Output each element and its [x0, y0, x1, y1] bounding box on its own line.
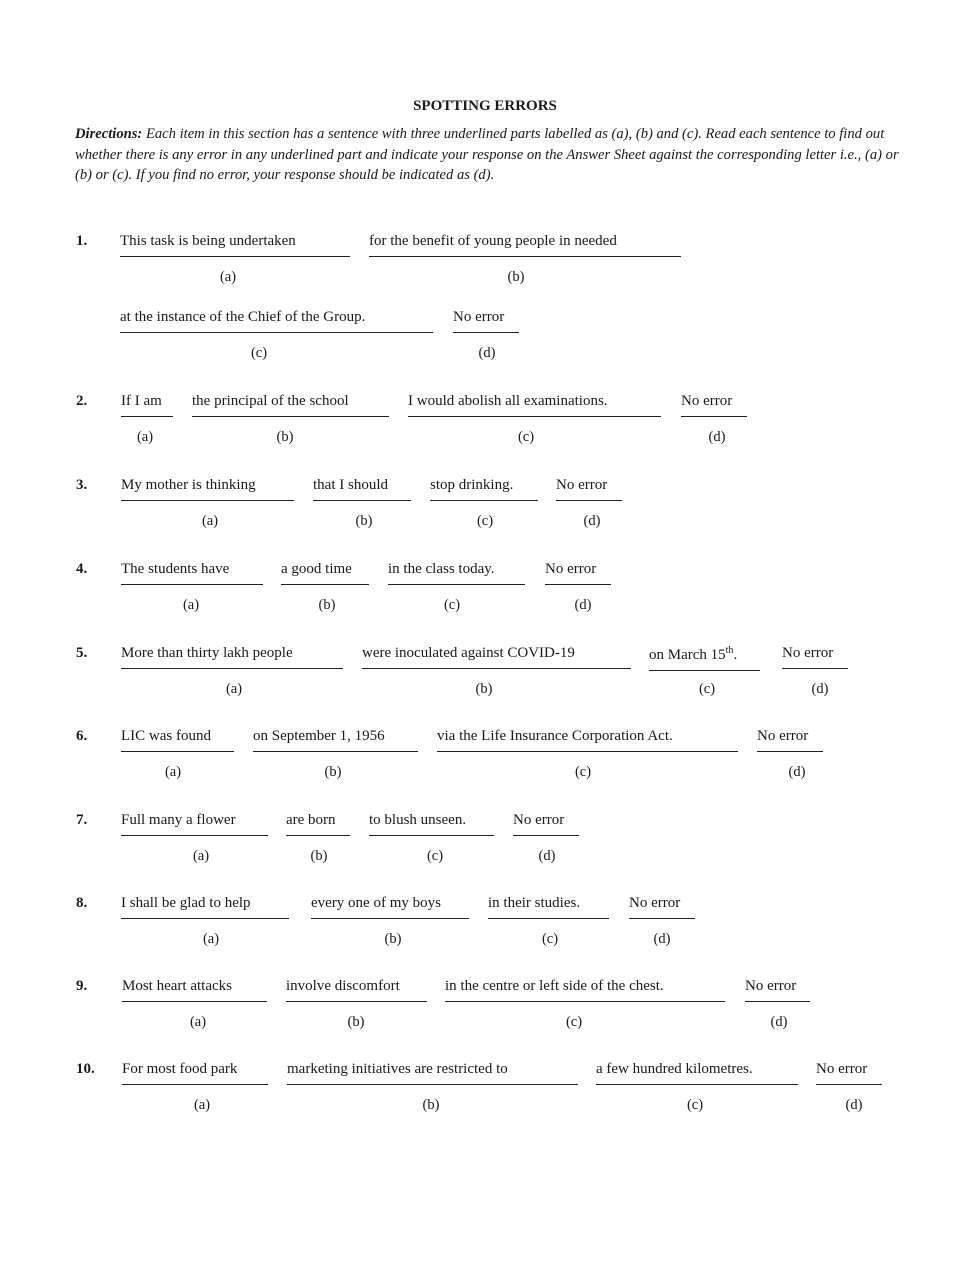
underlined-part-a [121, 561, 263, 585]
underlined-part-b [287, 1061, 578, 1085]
underlined-part-c [430, 477, 538, 501]
underlined-part-b [281, 561, 369, 585]
underlined-part-c [445, 978, 725, 1002]
underlined-part-d [453, 309, 519, 333]
question-number: 8. [76, 895, 88, 911]
part-label-a: (a) [193, 1097, 211, 1113]
underlined-part-a [120, 233, 350, 257]
part-label-c: (c) [541, 931, 559, 947]
part-text: via the Life Insurance Corporation Act. [437, 728, 673, 744]
underlined-part-a [121, 728, 234, 752]
underlined-part-b [362, 645, 631, 669]
part-text: No error [545, 561, 597, 577]
underlined-part-b [313, 477, 411, 501]
underlined-part-c [408, 393, 661, 417]
part-text: in the class today. [388, 561, 495, 577]
part-text: that I should [313, 477, 388, 493]
part-label-d: (d) [708, 429, 726, 445]
part-label-c: (c) [686, 1097, 704, 1113]
underlined-part-b [369, 233, 681, 257]
part-text: No error [629, 895, 681, 911]
part-text: at the instance of the Chief of the Group. [120, 309, 366, 325]
question-number: 6. [76, 728, 88, 744]
question-number: 7. [76, 812, 88, 828]
underlined-part-b [286, 812, 350, 836]
part-label-a: (a) [225, 681, 243, 697]
part-label-b: (b) [355, 513, 373, 529]
part-text: No error [782, 645, 834, 661]
part-label-a: (a) [202, 931, 220, 947]
part-text: No error [816, 1061, 868, 1077]
part-label-c: (c) [250, 345, 268, 361]
part-label-b: (b) [475, 681, 493, 697]
underlined-part-c [369, 812, 494, 836]
question-number: 2. [76, 393, 88, 409]
part-label-c: (c) [517, 429, 535, 445]
underlined-part-b [286, 978, 427, 1002]
underlined-part-a [121, 393, 173, 417]
directions [75, 124, 905, 186]
question-number: 1. [76, 233, 88, 249]
part-text: More than thirty lakh people [121, 645, 293, 661]
part-text: No error [745, 978, 797, 994]
underlined-part-d [681, 393, 747, 417]
part-label-d: (d) [538, 848, 556, 864]
underlined-part-b [311, 895, 469, 919]
part-suffix: . [733, 647, 738, 663]
part-text: If I am [121, 393, 162, 409]
underlined-part-d [556, 477, 622, 501]
part-label-a: (a) [164, 764, 182, 780]
part-text: No error [513, 812, 565, 828]
part-label-c: (c) [443, 597, 461, 613]
part-label-a: (a) [189, 1014, 207, 1030]
part-superscript: th [725, 645, 734, 656]
part-label-d: (d) [478, 345, 496, 361]
part-label-d: (d) [788, 764, 806, 780]
directions-label: Directions: [75, 126, 143, 142]
underlined-part-d [782, 645, 848, 669]
part-text: My mother is thinking [121, 477, 256, 493]
part-text: on March 15 [649, 647, 726, 663]
part-text: No error [556, 477, 608, 493]
part-label-c: (c) [698, 681, 716, 697]
underlined-part-b [192, 393, 389, 417]
underlined-part-d [745, 978, 810, 1002]
underlined-part-a [122, 978, 267, 1002]
underlined-part-c [488, 895, 609, 919]
underlined-part-c [596, 1061, 798, 1085]
part-text: involve discomfort [286, 978, 400, 994]
part-label-a: (a) [201, 513, 219, 529]
part-label-d: (d) [574, 597, 592, 613]
part-label-a: (a) [219, 269, 237, 285]
part-text: on September 1, 1956 [253, 728, 385, 744]
part-text: a few hundred kilometres. [596, 1061, 753, 1077]
part-label-a: (a) [136, 429, 154, 445]
underlined-part-c [120, 309, 433, 333]
underlined-part-d [757, 728, 823, 752]
part-text: This task is being undertaken [120, 233, 296, 249]
underlined-part-d [545, 561, 611, 585]
part-text: Most heart attacks [122, 978, 232, 994]
part-text: No error [681, 393, 733, 409]
question-number: 9. [76, 978, 88, 994]
part-label-c: (c) [426, 848, 444, 864]
underlined-part-a [121, 477, 294, 501]
part-text: were inoculated against COVID-19 [362, 645, 575, 661]
part-label-b: (b) [310, 848, 328, 864]
part-text: in their studies. [488, 895, 581, 911]
part-text: a good time [281, 561, 352, 577]
underlined-part-d [629, 895, 695, 919]
underlined-part-a [121, 812, 268, 836]
part-label-d: (d) [845, 1097, 863, 1113]
underlined-part-a [121, 645, 343, 669]
part-text: stop drinking. [430, 477, 514, 493]
question-number: 4. [76, 561, 88, 577]
directions-text: Each item in this section has a sentence with three underlined parts labelled as (a), (b) and (c). Read each sentence to find out whether there is any error in any underlined part and indicate your response on the Answer Sheet against the corresponding letter i.e., (a) or (b) or (c). If you find no error, your response should be indicated as (d). [75, 126, 899, 183]
part-text: The students have [121, 561, 230, 577]
section-title: SPOTTING ERRORS [413, 98, 557, 114]
part-text: LIC was found [121, 728, 211, 744]
underlined-part-d [513, 812, 579, 836]
underlined-part-b [253, 728, 418, 752]
question-number: 3. [76, 477, 88, 493]
part-text: to blush unseen. [369, 812, 467, 828]
underlined-part-c [437, 728, 738, 752]
part-label-d: (d) [653, 931, 671, 947]
underlined-part-c [649, 645, 760, 671]
part-text: I would abolish all examinations. [408, 393, 608, 409]
part-label-b: (b) [324, 764, 342, 780]
part-text: No error [453, 309, 505, 325]
part-label-b: (b) [276, 429, 294, 445]
underlined-part-a [121, 895, 289, 919]
underlined-part-c [388, 561, 525, 585]
part-label-b: (b) [384, 931, 402, 947]
part-label-c: (c) [476, 513, 494, 529]
part-text: the principal of the school [192, 393, 349, 409]
part-text: For most food park [122, 1061, 238, 1077]
part-label-b: (b) [318, 597, 336, 613]
part-text: I shall be glad to help [121, 895, 251, 911]
part-text: for the benefit of young people in needed [369, 233, 617, 249]
question-number: 10. [76, 1061, 95, 1077]
part-label-a: (a) [182, 597, 200, 613]
part-label-b: (b) [422, 1097, 440, 1113]
part-label-c: (c) [565, 1014, 583, 1030]
part-label-d: (d) [583, 513, 601, 529]
part-label-d: (d) [770, 1014, 788, 1030]
part-label-a: (a) [192, 848, 210, 864]
part-text: No error [757, 728, 809, 744]
part-label-b: (b) [347, 1014, 365, 1030]
underlined-part-a [122, 1061, 268, 1085]
part-label-b: (b) [507, 269, 525, 285]
underlined-part-d [816, 1061, 882, 1085]
question-number: 5. [76, 645, 88, 661]
part-label-c: (c) [574, 764, 592, 780]
part-text: Full many a flower [121, 812, 236, 828]
part-text: are born [286, 812, 336, 828]
part-label-d: (d) [811, 681, 829, 697]
part-text: marketing initiatives are restricted to [287, 1061, 508, 1077]
part-text: every one of my boys [311, 895, 441, 911]
part-text: in the centre or left side of the chest. [445, 978, 664, 994]
